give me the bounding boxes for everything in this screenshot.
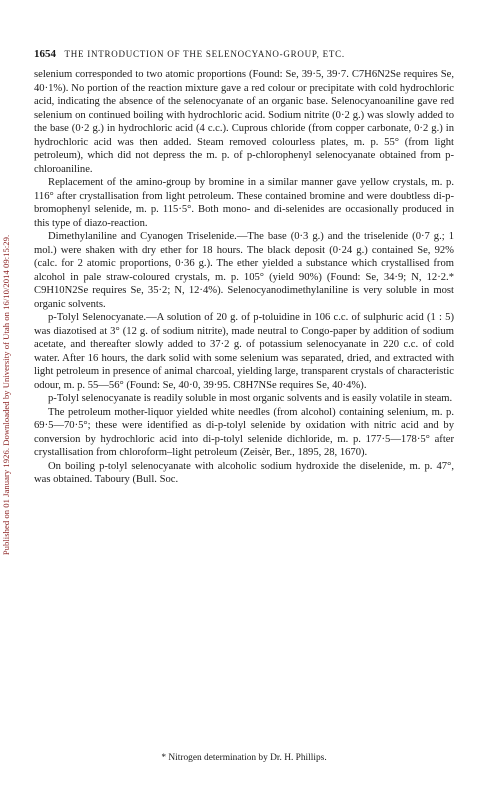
paragraph: The petroleum mother-liquor yielded white needles (from alcohol) containing selenium, m. p. 69·5—70·5°; these were identified as di-p-tolyl selenide by oxidation with nitric acid and by conversion by hydrochloric acid into di-p-tolyl selenide dichloride, m. p. 177·5—178·5° after crystallisation from chloroform–light petroleum (Zeisèr, Ber., 1895, 28, 1670). xyxy=(34,406,454,458)
footnote: * Nitrogen determination by Dr. H. Phillips. xyxy=(161,753,327,763)
paragraph: p-Tolyl Selenocyanate.—A solution of 20 g. of p-toluidine in 106 c.c. of sulphuric acid (1 : 5) was diazotised at 3° (12 g. of sodium nitrite), made neutral to Congo-paper by addition of sodium acetate, and thereafter slowly added to 37·2 g. of potassium selenocyanate in 220 c.c. of cold water. After 16 hours, the dark solid with some selenium was separated, dried, and extracted with light petroleum in presence of animal charcoal, yielding large, transparent crystals of characteristic odour, m. p. 55—56° (Found: Se, 40·0, 39·95. C8H7NSe requires Se, 40·4%). xyxy=(34,312,454,391)
running-title: THE INTRODUCTION OF THE SELENOCYANO-GROUP, ETC. xyxy=(64,49,345,59)
running-header xyxy=(34,48,454,61)
paragraph: On boiling p-tolyl selenocyanate with alcoholic sodium hydroxide the diselenide, m. p. 47°, was obtained. Taboury (Bull. Soc. xyxy=(34,460,454,485)
paragraph: Replacement of the amino-group by bromine in a similar manner gave yellow crystals, m. p. 116° after crystallisation from light petroleum. These contained bromine and were doubtless di-p-bromophenyl selenide, m. p. 115·5°. Both mono- and di-selenides are occasionally produced in this type of diazo-reaction. xyxy=(34,177,454,229)
download-watermark-text: Published on 01 January 1926. Downloaded by University of Utah on 16/10/2014 09:15:29. xyxy=(1,234,11,556)
paragraph: Dimethylaniline and Cyanogen Triselenide.—The base (0·3 g.) and the triselenide (0·7 g.; 1 mol.) were shaken with dry ether for 18 hours. The black deposit (0·24 g.) contained Se, 92% (calc. for 2 atomic proportions, 0·36 g.). The ether yielded a substance which crystallised from alcohol in pale straw-coloured crystals, m. p. 105° (yield 90%) (Found: Se, 34·9; N, 12·2.* C9H10N2Se requires Se, 35·2; N, 12·4%). Selenocyanodimethylaniline is very soluble in most organic solvents. xyxy=(34,231,454,310)
page-number: 1654 xyxy=(34,48,56,60)
paragraph: p-Tolyl selenocyanate is readily soluble in most organic solvents and is easily volatile in steam. xyxy=(48,393,453,404)
paragraph: selenium corresponded to two atomic proportions (Found: Se, 39·5, 39·7. C7H6N2Se requires Se, 40·1%). No portion of the reaction mixture gave a red colour or precipitate with cold hydrochloric acid, indicating the absence of the selenocyanate of an organic base. Selenocyanoaniline gave red selenium on continued boiling with hydrochloric acid. Sodium nitrite (0·2 g.) was slowly added to the base (0·2 g.) in hydrochloric acid (4 c.c.). Cuprous chloride (from copper carbonate, 0·2 g.) in hydrochloric acid was then added. Steam removed colourless plates, m. p. 55° (from light petroleum), which did not depress the m. p. of p-chlorophenyl selenocyanate obtained from p-chloroaniline. xyxy=(34,69,454,175)
article-body xyxy=(34,68,454,487)
